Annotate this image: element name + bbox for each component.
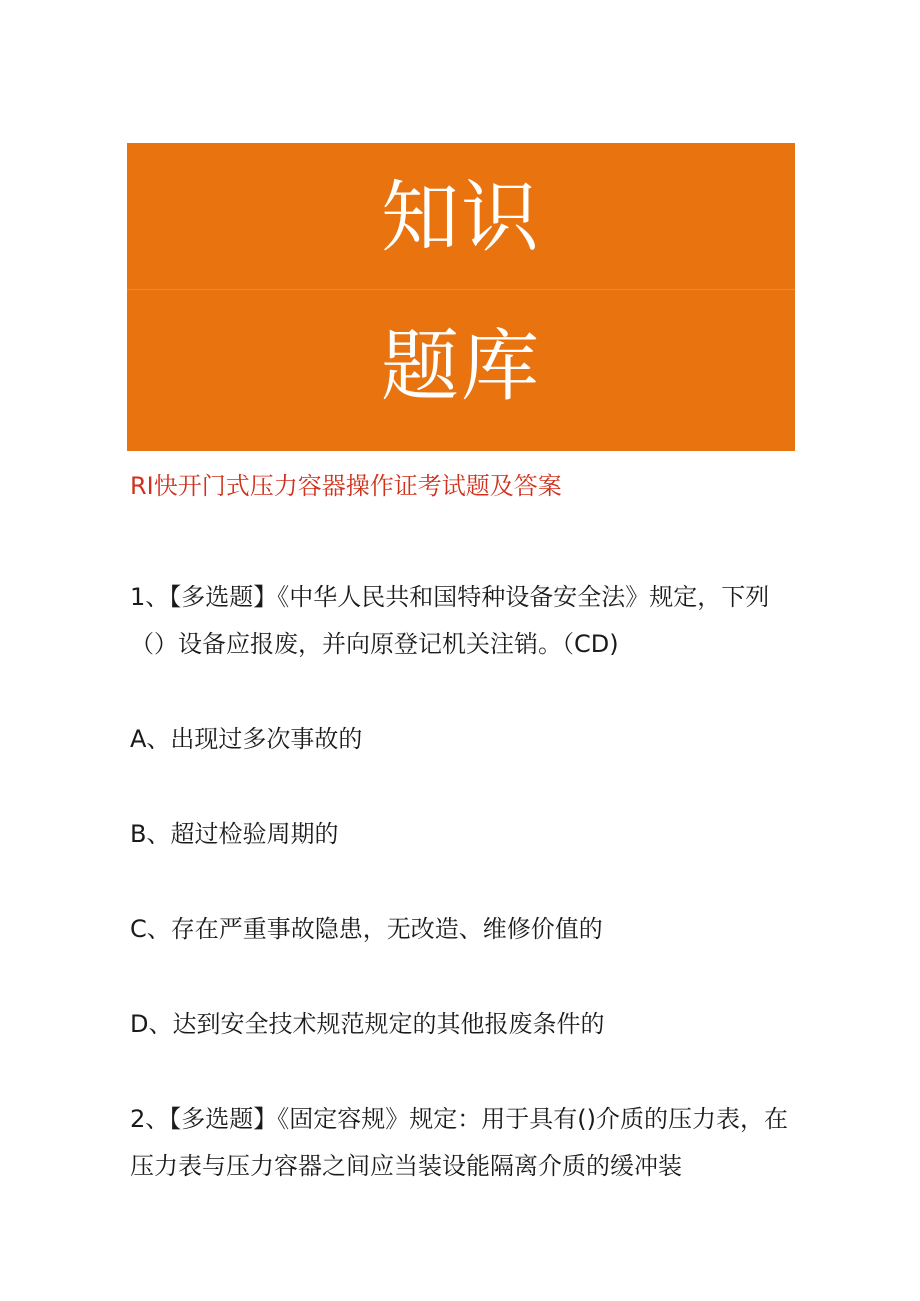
question-1 (130, 574, 795, 668)
banner-line-2: 题库 (380, 322, 541, 412)
question-number: 2、 (130, 1105, 170, 1133)
question-text: 《固定容规》规定：用于具有()介质的压力表，在压力表与压力容器之间应当装设能隔离介质的缓冲装 (130, 1105, 789, 1180)
question-type: 【多选题】 (169, 583, 278, 611)
option-a: A、出现过多次事故的 (130, 725, 363, 753)
question-type: 【多选题】 (169, 1105, 278, 1133)
question-number: 1、 (130, 583, 170, 611)
banner-line-1: 知识 (380, 173, 541, 263)
title-banner (127, 143, 795, 451)
question-2 (130, 1096, 795, 1190)
option-d: D、达到安全技术规范规定的其他报废条件的 (130, 1010, 605, 1038)
banner-divider (127, 289, 795, 290)
option-b: B、超过检验周期的 (130, 820, 339, 848)
document-title: RI快开门式压力容器操作证考试题及答案 (130, 472, 562, 500)
option-c: C、存在严重事故隐患，无改造、维修价值的 (130, 915, 603, 943)
question-list (130, 574, 795, 1238)
question-text: 《中华人民共和国特种设备安全法》规定，下列（）设备应报废，并向原登记机关注销。（CD) (130, 583, 770, 658)
